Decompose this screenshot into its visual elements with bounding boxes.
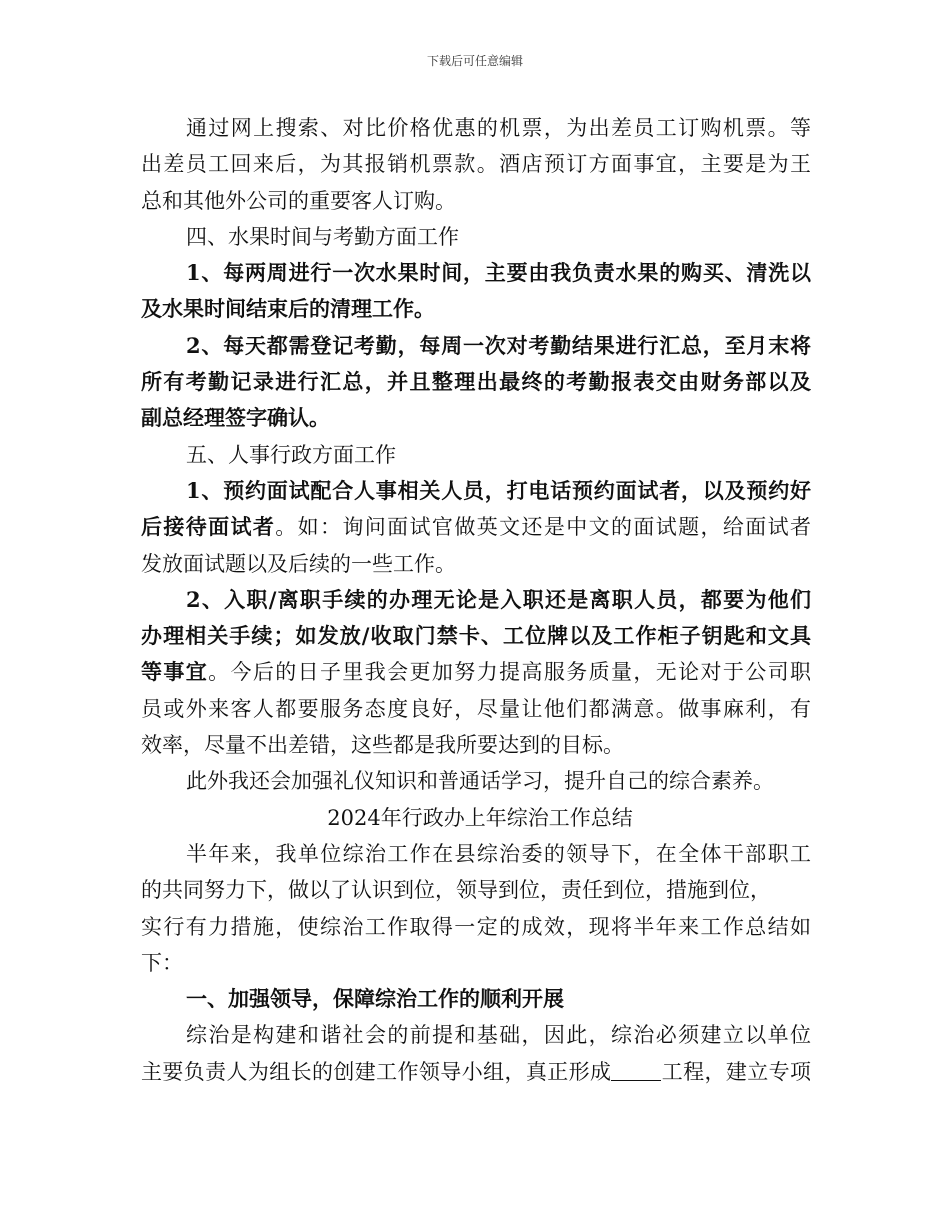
text-line: 所有考勤记录进行汇总，并且整理出最终的考勤报表交由财务部以及 bbox=[141, 369, 811, 395]
text-segment: 工程，建立专项 bbox=[661, 1059, 811, 1084]
page-header: 下载后可任意编辑 bbox=[426, 54, 523, 68]
text-line: 副总经理签字确认。 bbox=[141, 405, 330, 431]
text-line: 员或外来客人都要服务态度良好，尽量让他们都满意。做事麻利，有 bbox=[141, 696, 811, 721]
text-line: 1、每两周进行一次水果时间，主要由我负责水果的购买、清洗以 bbox=[186, 260, 811, 286]
section-title: 2024年行政办上年综治工作总结 bbox=[327, 805, 633, 830]
text-line: 2、每天都需登记考勤，每周一次对考勤结果进行汇总，至月末将 bbox=[186, 332, 811, 358]
text-line: 出差员工回来后，为其报销机票款。酒店预订方面事宜，主要是为王 bbox=[141, 152, 811, 177]
text-line: 五、人事行政方面工作 bbox=[186, 442, 396, 467]
text-line bbox=[141, 654, 811, 690]
text-line-last bbox=[141, 1054, 811, 1090]
text-line: 通过网上搜索、对比价格优惠的机票，为出差员工订购机票。等 bbox=[186, 116, 811, 140]
text-line: 办理相关手续；如发放/收取门禁卡、工位牌以及工作柜子钥匙和文具 bbox=[141, 623, 811, 649]
text-segment: 主要负责人为组长的创建工作领导小组，真正形成 bbox=[141, 1059, 612, 1084]
text-line: 下： bbox=[141, 950, 183, 975]
text-line: 1、预约面试配合人事相关人员，打电话预约面试者，以及预约好 bbox=[186, 477, 811, 503]
text-line: 半年来，我单位综治工作在县综治委的领导下，在全体干部职工 bbox=[186, 841, 811, 866]
text-line: 综治是构建和谐社会的前提和基础，因此，综治必须建立以单位 bbox=[186, 1023, 811, 1048]
paragraph-block-2 bbox=[141, 836, 811, 1054]
text-line: 此外我还会加强礼仪知识和普通话学习，提升自己的综合素养。 bbox=[186, 769, 774, 794]
text-line: 及水果时间结束后的清理工作。 bbox=[141, 296, 435, 322]
text-line bbox=[141, 509, 811, 545]
text-segment: 。如：询问面试官做英文还是中文的面试题，给面试者 bbox=[275, 515, 812, 540]
text-line: 一、加强领导，保障综治工作的顺利开展 bbox=[186, 986, 564, 1012]
bold-segment: 等事宜 bbox=[141, 659, 209, 685]
text-line: 的共同努力下，做以了认识到位，领导到位，责任到位，措施到位， bbox=[141, 878, 771, 903]
text-line: 总和其他外公司的重要客人订购。 bbox=[141, 188, 456, 213]
paragraph-block-1 bbox=[141, 110, 811, 800]
text-line: 四、水果时间与考勤方面工作 bbox=[186, 224, 459, 249]
text-line: 2、入职/离职手续的办理无论是入职还是离职人员，都要为他们 bbox=[186, 586, 811, 612]
text-line: 实行有力措施，使综治工作取得一定的成效，现将半年来工作总结如 bbox=[141, 914, 811, 939]
bold-segment: 后接待面试者 bbox=[141, 514, 276, 540]
text-line: 发放面试题以及后续的一些工作。 bbox=[141, 551, 456, 576]
blank-underline bbox=[611, 1056, 661, 1081]
text-line: 效率，尽量不出差错，这些都是我所要达到的目标。 bbox=[141, 733, 624, 758]
text-segment: 。今后的日子里我会更加努力提高服务质量，无论对于公司职 bbox=[208, 660, 812, 685]
document-body bbox=[141, 110, 811, 1090]
